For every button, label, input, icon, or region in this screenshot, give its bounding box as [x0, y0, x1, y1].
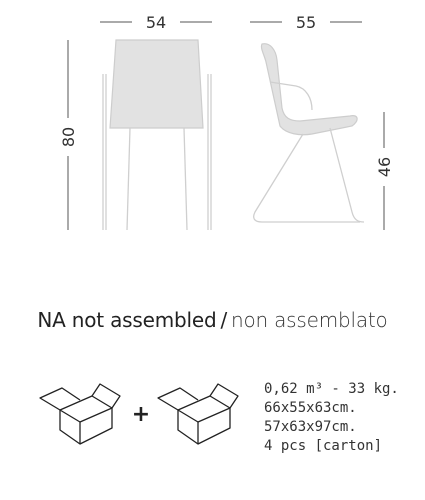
front-inner-left-leg: [127, 128, 130, 230]
caption-english: NA not assembled: [37, 308, 217, 332]
width-value: 54: [145, 13, 167, 32]
seat-height-value: 46: [375, 156, 394, 178]
seat-height-dimension: [375, 112, 394, 230]
packaging-volume-weight: 0,62 m³ - 33 kg.: [264, 381, 399, 397]
side-sled-rear: [330, 128, 364, 222]
open-box-icon: [40, 384, 120, 444]
front-inner-right-leg: [184, 128, 187, 230]
assembly-caption: [0, 308, 425, 332]
height-value: 80: [59, 126, 78, 148]
packaging-box-size-2: 57x63x97cm.: [264, 419, 357, 435]
side-seat-shell: [261, 44, 357, 135]
open-box-icon: [158, 384, 238, 444]
front-width-dimension: [100, 13, 212, 32]
overall-height-dimension: [59, 40, 78, 230]
caption-separator: /: [220, 308, 227, 332]
side-depth-dimension: [250, 13, 362, 32]
packaging-quantity: 4 pcs [carton]: [264, 438, 383, 454]
packaging-info: [264, 380, 399, 456]
plus-symbol: +: [131, 402, 151, 427]
packaging-box-size-1: 66x55x63cm.: [264, 400, 357, 416]
chair-side-view: [254, 44, 364, 222]
front-backrest: [110, 40, 203, 128]
side-sled-front: [254, 134, 360, 222]
caption-italian: non assemblato: [230, 308, 388, 332]
depth-value: 55: [295, 13, 317, 32]
chair-front-view: [103, 40, 211, 230]
